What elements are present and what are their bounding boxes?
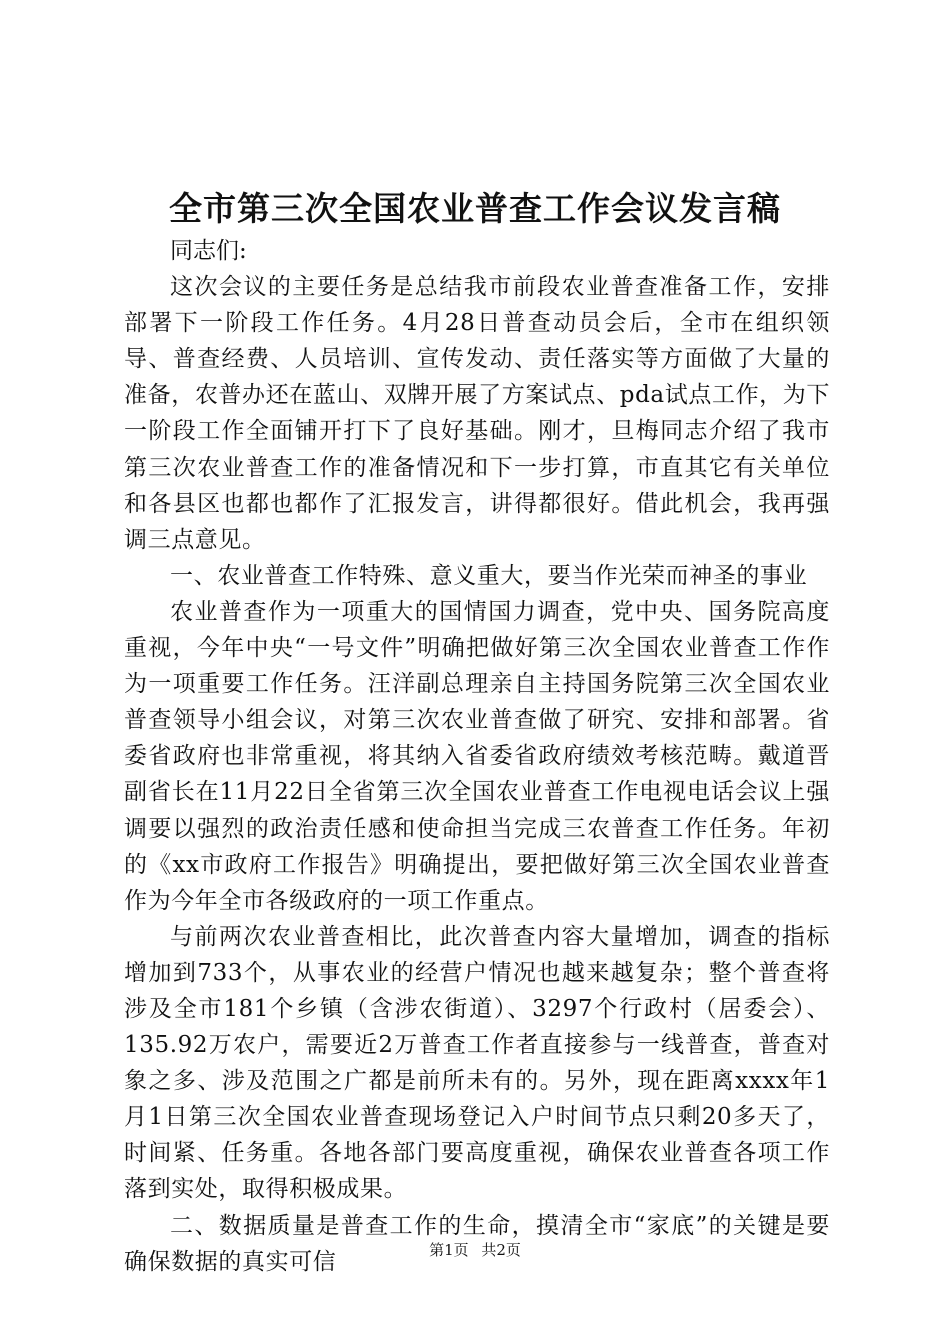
document-body xyxy=(124,233,830,1280)
page-number: 第1页 xyxy=(429,1241,469,1259)
paragraph-intro: 这次会议的主要任务是总结我市前段农业普查准备工作，安排部署下一阶段工作任务。4月28日普查动员会后，全市在组织领导、普查经费、人员培训、宣传发动、责任落实等方面做了大量的准备，农普办还在蓝山、双牌开展了方案试点、pda试点工作，为下一阶段工作全面铺开打下了良好基础。刚才，旦梅同志介绍了我市第三次农业普查工作的准备情况和下一步打算，市直其它有关单位和各县区也都也都作了汇报发言，讲得都很好。借此机会，我再强调三点意见。 xyxy=(124,274,830,553)
page-footer xyxy=(0,1240,950,1260)
page-total: 共2页 xyxy=(481,1241,521,1259)
section-heading-2: 二、数据质量是普查工作的生命，摸清全市“家底”的关键是要确保数据的真实可信 xyxy=(124,1212,830,1275)
salutation: 同志们: xyxy=(170,238,247,264)
section-heading-1: 一、农业普查工作特殊、意义重大，要当作光荣而神圣的事业 xyxy=(170,562,808,589)
document-title: 全市第三次全国农业普查工作会议发言稿 xyxy=(169,189,781,228)
paragraph-comparison: 与前两次农业普查相比，此次普查内容大量增加，调查的指标增加到733个，从事农业的经营户情况也越来越复杂；整个普查将涉及全市181个乡镇（含涉农街道）、3297个行政村（居委会）、135.92万农户，需要近2万普查工作者直接参与一线普查，普查对象之多、涉及范围之广都是前所未有的。另外，现在距离xxxx年1月1日第三次全国农业普查现场登记入户时间节点只剩20多天了，时间紧、任务重。各地各部门要高度重视，确保农业普查各项工作落到实处，取得积极成果。 xyxy=(124,923,830,1203)
paragraph-significance: 农业普查作为一项重大的国情国力调查，党中央、国务院高度重视，今年中央“一号文件”明确把做好第三次全国农业普查工作作为一项重要工作任务。汪洋副总理亲自主持国务院第三次全国农业普查领导小组会议，对第三次农业普查做了研究、安排和部署。省委省政府也非常重视，将其纳入省委省政府绩效考核范畴。戴道晋副省长在11月22日全省第三次全国农业普查工作电视电话会议上强调要以强烈的政治责任感和使命担当完成三农普查工作任务。年初的《xx市政府工作报告》明确提出，要把做好第三次全国农业普查作为今年全市各级政府的一项工作重点。 xyxy=(124,598,830,914)
